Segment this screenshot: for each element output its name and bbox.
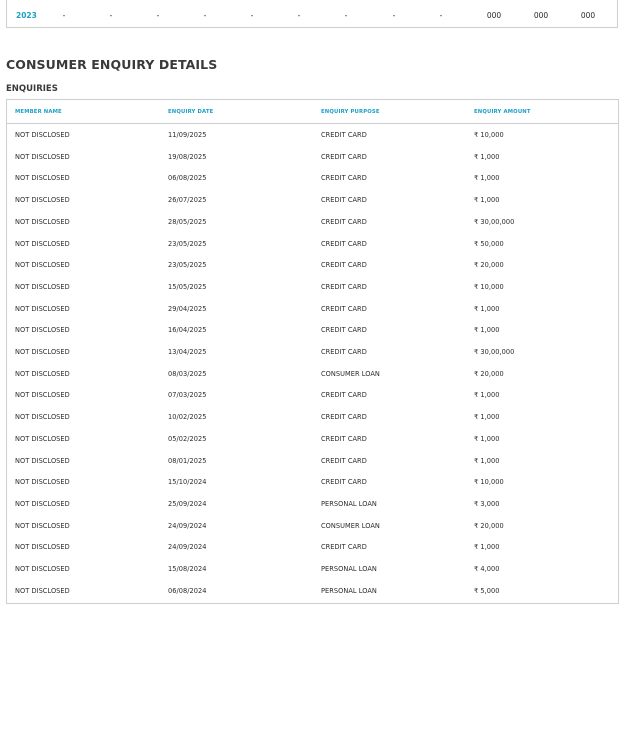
enquiry-purpose-cell: CREDIT CARD — [321, 217, 367, 226]
enquiry-date-cell: 15/10/2024 — [168, 478, 207, 487]
table-row — [7, 276, 618, 298]
header-enquiry-date: ENQUIRY DATE — [168, 109, 214, 115]
table-row — [7, 558, 618, 580]
member-name-cell: NOT DISCLOSED — [15, 391, 70, 400]
section-title: CONSUMER ENQUIRY DETAILS — [6, 57, 218, 72]
table-row — [7, 189, 618, 211]
enquiry-date-cell: 19/08/2025 — [168, 152, 207, 161]
payment-history-table-tail — [6, 0, 618, 28]
enquiry-amount-cell: ₹ 1,000 — [474, 304, 500, 313]
enquiry-date-cell: 26/07/2025 — [168, 196, 207, 205]
member-name-cell: NOT DISCLOSED — [15, 348, 70, 356]
member-name-cell: NOT DISCLOSED — [15, 478, 70, 487]
enquiry-purpose-cell: CREDIT CARD — [321, 196, 367, 205]
table-row — [7, 406, 618, 428]
member-name-cell: NOT DISCLOSED — [15, 543, 70, 552]
member-name-cell: NOT DISCLOSED — [15, 196, 70, 205]
member-name-cell: NOT DISCLOSED — [15, 586, 70, 595]
enquiry-date-cell: 08/01/2025 — [168, 456, 207, 465]
enquiry-date-cell: 24/09/2024 — [168, 521, 207, 530]
enquiry-date-cell: 08/03/2025 — [168, 369, 207, 378]
table-row — [7, 341, 618, 363]
member-name-cell: NOT DISCLOSED — [15, 261, 70, 270]
history-cell: 000 — [486, 11, 502, 20]
table-row — [7, 254, 618, 276]
enquiry-amount-cell: ₹ 30,00,000 — [474, 217, 515, 226]
enquiry-date-cell: 06/08/2024 — [168, 586, 207, 595]
enquiry-date-cell: 13/04/2025 — [168, 348, 207, 356]
table-row — [7, 515, 618, 537]
enquiry-purpose-cell: CREDIT CARD — [321, 174, 367, 183]
enquiry-date-cell: 16/04/2025 — [168, 326, 207, 335]
enquiry-date-cell: 23/05/2025 — [168, 239, 207, 248]
enquiry-amount-cell: ₹ 1,000 — [474, 434, 500, 443]
member-name-cell: NOT DISCLOSED — [15, 499, 70, 508]
enquiry-amount-cell: ₹ 1,000 — [474, 196, 500, 205]
enquiry-amount-cell: ₹ 5,000 — [474, 586, 500, 595]
enquiry-amount-cell: ₹ 30,00,000 — [474, 348, 515, 356]
enquiry-date-cell: 11/09/2025 — [168, 131, 207, 139]
enquiry-amount-cell: ₹ 20,000 — [474, 521, 504, 530]
table-row — [7, 124, 618, 146]
history-cell: - — [297, 11, 301, 20]
table-row — [7, 211, 618, 233]
history-cell: - — [203, 11, 207, 20]
enquiry-purpose-cell: CREDIT CARD — [321, 478, 367, 487]
table-row — [7, 580, 618, 602]
enquiry-date-cell: 28/05/2025 — [168, 217, 207, 226]
history-cell: 000 — [580, 11, 596, 20]
member-name-cell: NOT DISCLOSED — [15, 456, 70, 465]
header-enquiry-purpose: ENQUIRY PURPOSE — [321, 109, 380, 115]
enquiry-amount-cell: ₹ 10,000 — [474, 282, 504, 291]
table-row — [7, 493, 618, 515]
enquiry-date-cell: 15/08/2024 — [168, 565, 207, 573]
enquiry-purpose-cell: CREDIT CARD — [321, 152, 367, 161]
enquiry-amount-cell: ₹ 10,000 — [474, 131, 504, 139]
enquiry-purpose-cell: CREDIT CARD — [321, 326, 367, 335]
enquiry-date-cell: 05/02/2025 — [168, 434, 207, 443]
enquiry-amount-cell: ₹ 1,000 — [474, 152, 500, 161]
enquiry-amount-cell: ₹ 3,000 — [474, 499, 500, 508]
history-year-label: 2023 — [16, 11, 37, 20]
enquiry-purpose-cell: CREDIT CARD — [321, 239, 367, 248]
enquiry-amount-cell: ₹ 50,000 — [474, 239, 504, 248]
member-name-cell: NOT DISCLOSED — [15, 174, 70, 183]
enquiry-amount-cell: ₹ 1,000 — [474, 391, 500, 400]
enquiry-amount-cell: ₹ 10,000 — [474, 478, 504, 487]
header-member-name: MEMBER NAME — [15, 109, 62, 115]
enquiries-table-header — [7, 100, 618, 124]
enquiry-date-cell: 10/02/2025 — [168, 413, 207, 422]
enquiry-date-cell: 23/05/2025 — [168, 261, 207, 270]
table-row — [7, 298, 618, 320]
enquiry-date-cell: 06/08/2025 — [168, 174, 207, 183]
member-name-cell: NOT DISCLOSED — [15, 326, 70, 335]
enquiry-purpose-cell: CREDIT CARD — [321, 391, 367, 400]
history-cell: - — [250, 11, 254, 20]
history-cell: - — [109, 11, 113, 20]
enquiry-purpose-cell: PERSONAL LOAN — [321, 565, 377, 573]
enquiry-amount-cell: ₹ 20,000 — [474, 261, 504, 270]
table-row — [7, 450, 618, 472]
enquiry-amount-cell: ₹ 20,000 — [474, 369, 504, 378]
enquiries-subtitle: ENQUIRIES — [6, 84, 58, 94]
enquiry-date-cell: 07/03/2025 — [168, 391, 207, 400]
enquiry-date-cell: 25/09/2024 — [168, 499, 207, 508]
enquiry-purpose-cell: CREDIT CARD — [321, 434, 367, 443]
enquiry-amount-cell: ₹ 1,000 — [474, 543, 500, 552]
enquiry-purpose-cell: CREDIT CARD — [321, 261, 367, 270]
table-row — [7, 146, 618, 168]
history-cell: - — [439, 11, 443, 20]
table-row — [7, 167, 618, 189]
enquiry-purpose-cell: CREDIT CARD — [321, 413, 367, 422]
enquiry-purpose-cell: CREDIT CARD — [321, 543, 367, 552]
member-name-cell: NOT DISCLOSED — [15, 521, 70, 530]
enquiries-table — [6, 99, 619, 604]
enquiry-purpose-cell: CREDIT CARD — [321, 282, 367, 291]
enquiry-purpose-cell: PERSONAL LOAN — [321, 499, 377, 508]
history-cell: - — [392, 11, 396, 20]
member-name-cell: NOT DISCLOSED — [15, 239, 70, 248]
table-row — [7, 233, 618, 255]
history-cell: - — [156, 11, 160, 20]
table-row — [7, 384, 618, 406]
header-enquiry-amount: ENQUIRY AMOUNT — [474, 109, 531, 115]
table-row — [7, 536, 618, 558]
enquiry-purpose-cell: CONSUMER LOAN — [321, 369, 380, 378]
member-name-cell: NOT DISCLOSED — [15, 131, 70, 139]
enquiry-purpose-cell: CREDIT CARD — [321, 348, 367, 356]
member-name-cell: NOT DISCLOSED — [15, 152, 70, 161]
member-name-cell: NOT DISCLOSED — [15, 434, 70, 443]
member-name-cell: NOT DISCLOSED — [15, 369, 70, 378]
enquiry-purpose-cell: CONSUMER LOAN — [321, 521, 380, 530]
enquiry-date-cell: 29/04/2025 — [168, 304, 207, 313]
enquiry-purpose-cell: CREDIT CARD — [321, 456, 367, 465]
history-cell: - — [62, 11, 66, 20]
member-name-cell: NOT DISCLOSED — [15, 304, 70, 313]
member-name-cell: NOT DISCLOSED — [15, 217, 70, 226]
table-row — [7, 428, 618, 450]
enquiry-purpose-cell: PERSONAL LOAN — [321, 586, 377, 595]
enquiry-amount-cell: ₹ 1,000 — [474, 174, 500, 183]
enquiry-date-cell: 15/05/2025 — [168, 282, 207, 291]
table-row — [7, 319, 618, 341]
member-name-cell: NOT DISCLOSED — [15, 565, 70, 573]
table-row — [7, 471, 618, 493]
enquiry-amount-cell: ₹ 1,000 — [474, 326, 500, 335]
enquiry-purpose-cell: CREDIT CARD — [321, 304, 367, 313]
enquiry-date-cell: 24/09/2024 — [168, 543, 207, 552]
member-name-cell: NOT DISCLOSED — [15, 282, 70, 291]
history-cell: 000 — [533, 11, 549, 20]
enquiry-amount-cell: ₹ 1,000 — [474, 413, 500, 422]
enquiry-purpose-cell: CREDIT CARD — [321, 131, 367, 139]
member-name-cell: NOT DISCLOSED — [15, 413, 70, 422]
table-row — [7, 363, 618, 385]
enquiry-amount-cell: ₹ 4,000 — [474, 565, 500, 573]
enquiry-amount-cell: ₹ 1,000 — [474, 456, 500, 465]
history-cell: - — [344, 11, 348, 20]
